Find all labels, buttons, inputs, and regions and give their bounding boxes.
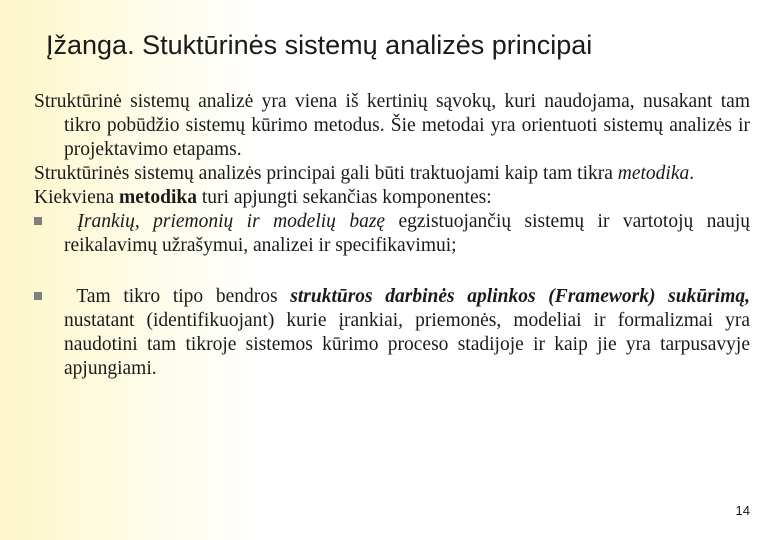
bullet-tools-text: egzistuojančių sistemų ir vartotojų naujų reikalavimų užrašymui, analizei ir specifikavimui;: [64, 211, 750, 256]
bullet-item-tools: [34, 210, 750, 258]
title-rest: Stuktūrinės sistemų analizės principai: [134, 30, 593, 60]
paragraph-definition: Struktūrinė sistemų analizė yra viena iš kertinių sąvokų, kuri naudojama, nusakant tam tikro pobūdžio sistemų kūrimo metodus. Šie metodai yra orientuoti sistemų analizės ir projektavimo etapams.: [34, 91, 750, 160]
slide-body: [34, 90, 750, 381]
slide-title: [46, 30, 592, 61]
spacer: [34, 258, 750, 285]
components-pre: Kiekviena: [34, 187, 120, 208]
title-lead: Įžanga.: [46, 30, 135, 60]
components-post: turi apjungti sekančias komponentes:: [197, 187, 492, 208]
bullet-framework-text: nustatant (identifikuojant) kurie įrankiai, priemonės, modeliai ir formalizmai yra naudotini tam tikroje sistemos kūrimo proceso stadijoje ir kaip jie yra tarpusavyje apjungiami.: [64, 310, 750, 379]
principles-emphasis: metodika: [617, 163, 690, 184]
square-bullet-icon: [34, 292, 42, 300]
bullet-framework-pre: Tam tikro tipo bendros: [64, 286, 291, 307]
bullet-item-framework: [34, 285, 750, 381]
square-bullet-icon: [34, 217, 42, 225]
paragraph-principles: [34, 162, 750, 186]
principles-end: .: [689, 163, 695, 184]
bullet-framework-emphasis: struktūros darbinės aplinkos (Framework) sukūrimą,: [290, 286, 750, 307]
principles-text: Struktūrinės sistemų analizės principai gali būti traktuojami kaip tam tikra: [34, 163, 618, 184]
paragraph-components: [34, 186, 750, 210]
page-number: 14: [735, 503, 750, 518]
bullet-tools-emphasis: Įrankių, priemonių ir modelių bazę: [64, 211, 386, 232]
components-bold: metodika: [119, 187, 198, 208]
